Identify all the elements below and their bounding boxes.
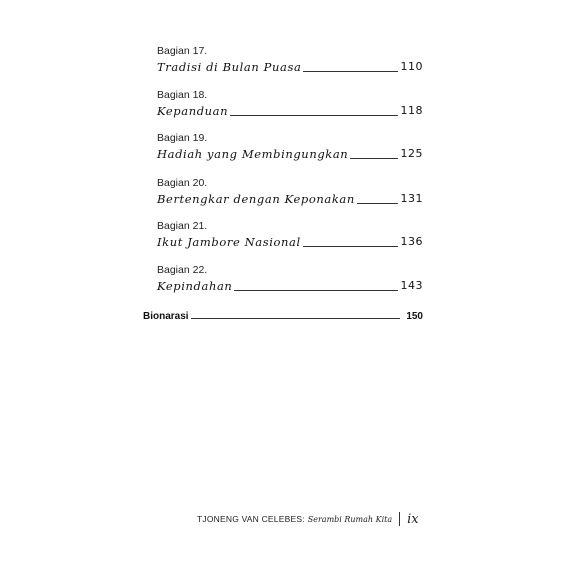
bionarasi-title: Bionarasi (143, 311, 189, 322)
part-label: Bagian 22. (157, 264, 208, 276)
toc-entry-17 (157, 44, 423, 76)
chapter-title: Kepanduan (157, 104, 229, 118)
dot-leader (303, 71, 397, 72)
chapter-page-number: 110 (400, 60, 423, 73)
toc-title-line (157, 145, 423, 163)
footer-book-title: TJONENG VAN CELEBES: (197, 514, 305, 524)
part-label: Bagian 19. (157, 132, 208, 144)
dot-leader (357, 203, 398, 204)
part-label: Bagian 20. (157, 177, 208, 189)
dot-leader (191, 318, 401, 319)
chapter-page-number: 136 (400, 235, 423, 248)
toc-title-line (157, 190, 423, 208)
chapter-page-number: 125 (400, 147, 423, 160)
footer-divider (399, 512, 400, 526)
toc-title-line (157, 102, 423, 120)
part-label: Bagian 17. (157, 45, 208, 57)
toc-entry-19 (157, 131, 423, 163)
toc-entry-bionarasi (143, 306, 423, 322)
part-label: Bagian 21. (157, 220, 208, 232)
dot-leader (234, 290, 397, 291)
toc-title-line (157, 233, 423, 251)
part-label: Bagian 18. (157, 89, 208, 101)
toc-entry-21 (157, 219, 423, 251)
footer-subtitle: Serambi Rumah Kita (307, 514, 393, 524)
dot-leader (303, 246, 398, 247)
toc-entry-20 (157, 176, 423, 208)
chapter-title: Hadiah yang Membingungkan (157, 147, 349, 161)
toc-title-line (157, 277, 423, 295)
toc-entry-22 (157, 263, 423, 295)
footer-page-number: ix (407, 511, 419, 527)
chapter-title: Kepindahan (157, 279, 233, 293)
chapter-title: Tradisi di Bulan Puasa (157, 60, 302, 74)
chapter-title: Bertengkar dengan Keponakan (157, 192, 355, 206)
page-footer (197, 511, 429, 527)
chapter-page-number: 143 (400, 279, 423, 292)
chapter-page-number: 131 (400, 192, 423, 205)
chapter-page-number: 118 (400, 104, 423, 117)
toc-title-line (157, 58, 423, 76)
chapter-title: Ikut Jambore Nasional (157, 235, 301, 249)
toc-entry-18 (157, 88, 423, 120)
dot-leader (350, 158, 397, 159)
bionarasi-page-number: 150 (406, 311, 423, 322)
dot-leader (230, 115, 397, 116)
